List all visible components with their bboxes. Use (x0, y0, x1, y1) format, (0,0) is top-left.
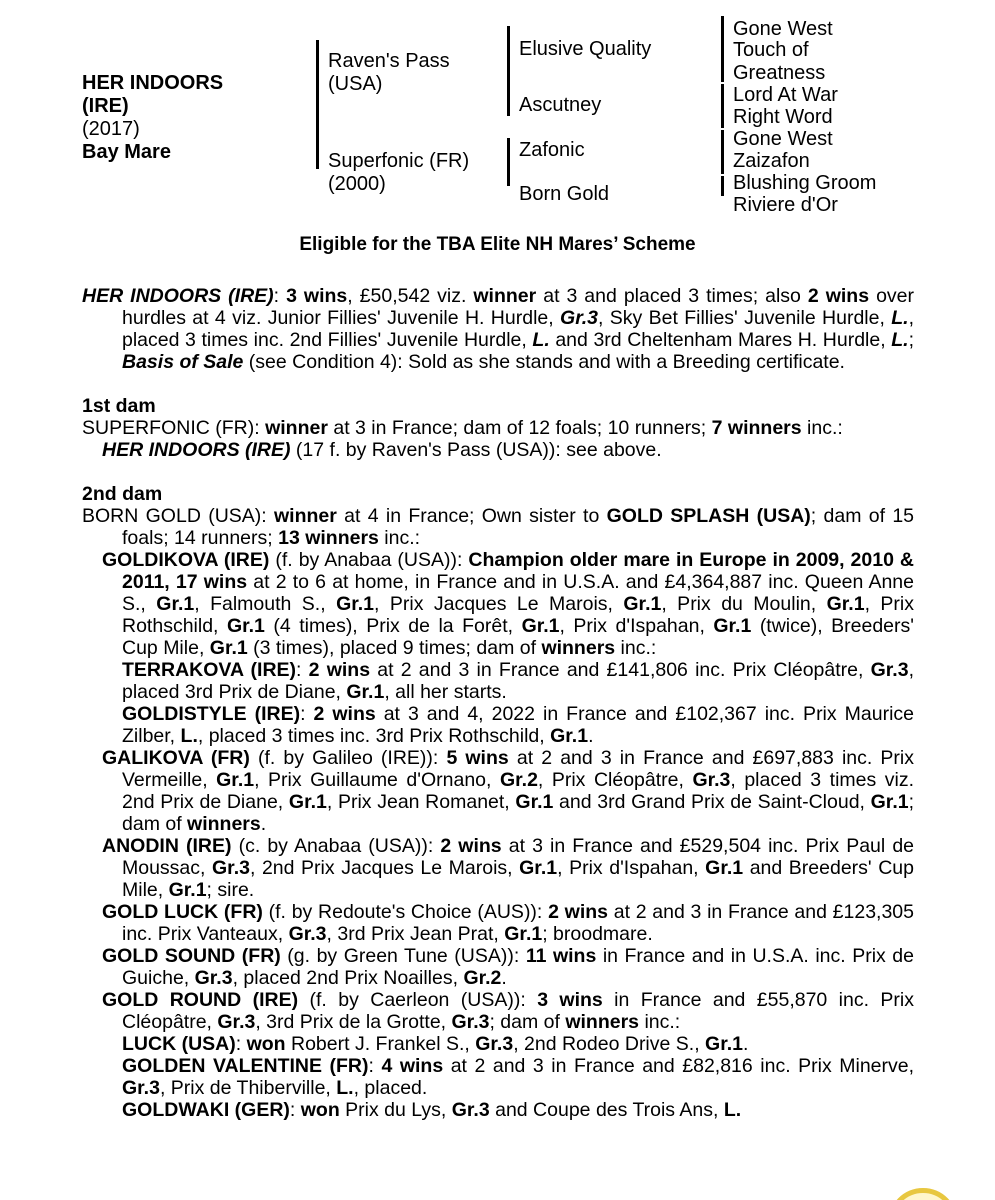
dam-name: Superfonic (FR) (328, 150, 470, 172)
horse-heading (82, 72, 223, 164)
gen3-2a: Touch of (733, 39, 809, 61)
produce-goldistyle: GOLDISTYLE (IRE): 2 wins at 3 and 4, 2022 in France and £102,367 inc. Prix Maurice Zilber, L., placed 3 times inc. 3rd Prix Rothschild, Gr.1. (122, 703, 914, 747)
gen3-line-4 (721, 176, 724, 196)
horse-year: (2017) (82, 118, 140, 140)
produce-anodin: ANODIN (IRE) (c. by Anabaa (USA)): 2 wins at 3 in France and £529,504 inc. Prix Paul de Moussac, Gr.3, 2nd Prix Jacques Le Marois, Gr.1, Prix d'Ispahan, Gr.1 and Breeders' Cup Mile, Gr.1; sire. (102, 835, 915, 901)
sire-side-line (507, 26, 510, 116)
catalogue-body (82, 285, 914, 1121)
dam-sire: Zafonic (519, 139, 585, 161)
produce-gold-luck: GOLD LUCK (FR) (f. by Redoute's Choice (AUS)): 2 wins at 2 and 3 in France and £123,305 inc. Prix Vanteaux, Gr.3, 3rd Prix Jean Prat, Gr.1; broodmare. (102, 901, 914, 945)
sire-sire: Elusive Quality (519, 38, 652, 60)
sire-name: Raven's Pass (328, 50, 450, 72)
dam-side-line (507, 138, 510, 186)
gen3-7: Blushing Groom (733, 172, 877, 194)
basis-of-sale: Basis of Sale (122, 351, 244, 373)
gen3-4: Right Word (733, 106, 833, 128)
eligibility-notice: Eligible for the TBA Elite NH Mares’ Scheme (299, 234, 696, 255)
produce-gold-sound: GOLD SOUND (FR) (g. by Green Tune (USA)): 11 wins in France and in U.S.A. inc. Prix de Guiche, Gr.3, placed 2nd Prix Noailles, Gr.2. (102, 945, 914, 989)
produce-luck: LUCK (USA): won Robert J. Frankel S., Gr.3, 2nd Rodeo Drive S., Gr.1. (122, 1033, 749, 1055)
gen3-5: Gone West (733, 128, 833, 150)
first-dam-foal: HER INDOORS (IRE) (17 f. by Raven's Pass (USA)): see above. (102, 439, 662, 461)
dam-dam: Born Gold (519, 183, 610, 205)
gen3-2b: Greatness (733, 62, 826, 84)
produce-galikova: GALIKOVA (FR) (f. by Galileo (IRE)): 5 wins at 2 and 3 in France and £697,883 inc. Prix Vermeille, Gr.1, Prix Guillaume d'Ornano, Gr.2, Prix Cléopâtre, Gr.3, placed 3 times viz. 2nd Prix de Diane, Gr.1, Prix Jean Romanet, Gr.1 and 3rd Grand Prix de Saint-Cloud, Gr.1; dam of winners. (102, 747, 915, 835)
gen3-6: Zaizafon (733, 150, 810, 172)
produce-terrakova: TERRAKOVA (IRE): 2 wins at 2 and 3 in France and £141,806 inc. Prix Cléopâtre, Gr.3, placed 3rd Prix de Diane, Gr.1, all her starts. (122, 659, 914, 703)
gen3-line-3 (721, 130, 724, 174)
gen3-1: Gone West (733, 18, 833, 40)
main-horse-name: HER INDOORS (IRE) (82, 285, 274, 307)
first-dam-heading: 1st dam (82, 395, 156, 417)
second-dam-heading: 2nd dam (82, 483, 163, 505)
sire-country: (USA) (328, 73, 383, 95)
gen3-3: Lord At War (733, 84, 838, 106)
gen3-line-1 (721, 16, 724, 82)
horse-sex: Bay Mare (82, 141, 171, 163)
sire-line (316, 40, 319, 169)
gen3-8: Riviere d'Or (733, 194, 838, 216)
page-corner-marker-icon (888, 1188, 958, 1200)
produce-goldikova: GOLDIKOVA (IRE) (f. by Anabaa (USA)): Champion older mare in Europe in 2009, 2010 & 2011, 17 wins at 2 to 6 at home, in France and in U.S.A. and £4,364,887 inc. Queen Anne S., Gr.1, Falmouth S., Gr.1, Prix Jacques Le Marois, Gr.1, Prix du Moulin, Gr.1, Prix Rothschild, Gr.1 (4 times), Prix de la Forêt, Gr.1, Prix d'Ispahan, Gr.1 (twice), Breeders' Cup Mile, Gr.1 (3 times), placed 9 times; dam of winners inc.: (102, 549, 914, 659)
second-dam-entry: BORN GOLD (USA): winner at 4 in France; Own sister to GOLD SPLASH (USA); dam of 15 foals; 14 runners; 13 winners inc.: (82, 505, 915, 549)
dam-year: (2000) (328, 173, 386, 195)
horse-country: (IRE) (82, 95, 129, 117)
horse-name: HER INDOORS (82, 72, 224, 94)
gen3-line-2 (721, 84, 724, 128)
produce-goldwaki: GOLDWAKI (GER): won Prix du Lys, Gr.3 and Coupe des Trois Ans, L. (122, 1099, 742, 1121)
pedigree-table (0, 0, 995, 230)
main-entry: HER INDOORS (IRE): 3 wins, £50,542 viz. winner at 3 and placed 3 times; also 2 wins over hurdles at 4 viz. Junior Fillies' Juvenile H. Hurdle, Gr.3, Sky Bet Fillies' Juvenile Hurdle, L., placed 3 times inc. 2nd Fillies' Juvenile Hurdle, L. and 3rd Cheltenham Mares H. Hurdle, L.; Basis of Sale (see Condition 4): Sold as she stands and with a Breeding certificate. (82, 285, 915, 373)
produce-golden-valentine: GOLDEN VALENTINE (FR): 4 wins at 2 and 3 in France and £82,816 inc. Prix Minerve, Gr.3, Prix de Thiberville, L., placed. (122, 1055, 915, 1099)
sire-dam: Ascutney (519, 94, 602, 116)
produce-gold-round: GOLD ROUND (IRE) (f. by Caerleon (USA)): 3 wins in France and £55,870 inc. Prix Cléopâtre, Gr.3, 3rd Prix de la Grotte, Gr.3; dam of winners inc.: (102, 989, 915, 1033)
first-dam-entry: SUPERFONIC (FR): winner at 3 in France; dam of 12 foals; 10 runners; 7 winners inc.: (82, 417, 843, 439)
